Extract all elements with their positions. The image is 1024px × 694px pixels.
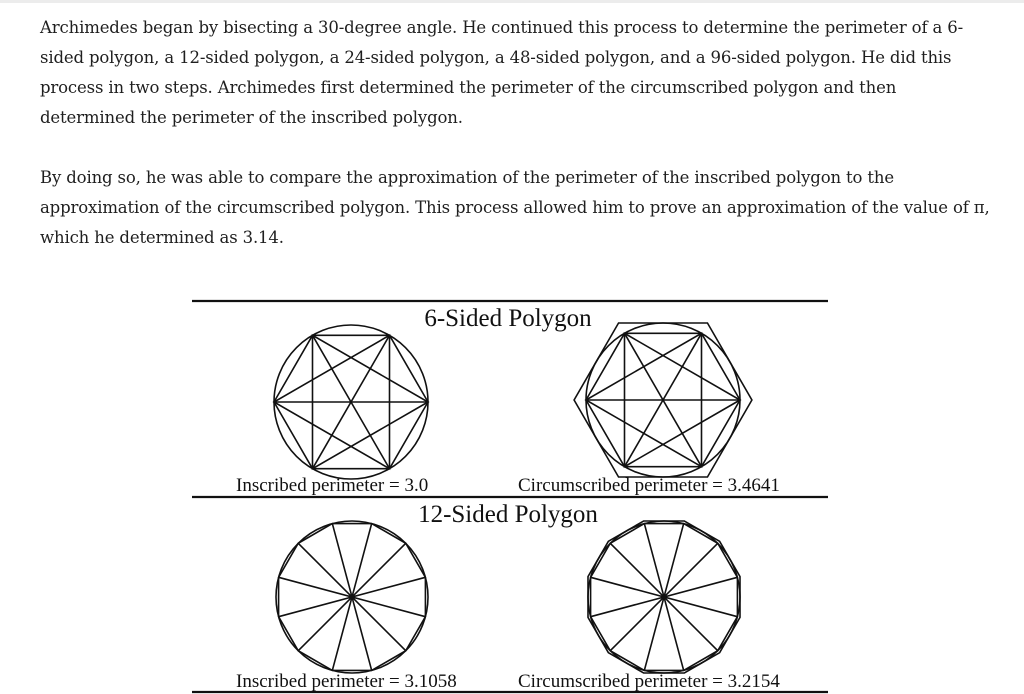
center-point (661, 594, 667, 600)
dodecagon-title: 12-Sided Polygon (418, 501, 598, 528)
inscribed-hexagon-diagram (274, 325, 428, 479)
hexagon-title: 6-Sided Polygon (424, 305, 592, 332)
hexagon-circumscribed-label: Circumscribed perimeter = 3.4641 (518, 475, 780, 496)
hexagon-inscribed-label: Inscribed perimeter = 3.0 (236, 475, 429, 496)
circumscribed-hexagon-diagram (574, 323, 752, 477)
paragraph-pi-approximation: By doing so, he was able to compare the approximation of the perimeter of the inscribed polygon to the approximation of the circumscribed polygon. This process allowed him to prove an approximation of the value of π, which he determined as 3.14. (40, 168, 990, 247)
dodecagon-circumscribed-label: Circumscribed perimeter = 3.2154 (518, 671, 780, 692)
center-point (349, 594, 355, 600)
dodecagon-inscribed-label: Inscribed perimeter = 3.1058 (236, 671, 457, 692)
circumscribed-dodecagon-diagram (588, 521, 740, 673)
inscribed-dodecagon-diagram (276, 521, 428, 673)
paragraph-archimedes-method: Archimedes began by bisecting a 30-degree angle. He continued this process to determine the perimeter of a 6-sided polygon, a 12-sided polygon, a 24-sided polygon, a 48-sided polygon, and a 96-sided polygon. He did this process in two steps. Archimedes first determined the perimeter of the circumscribed polygon and then determined the perimeter of the inscribed polygon. (40, 18, 964, 127)
